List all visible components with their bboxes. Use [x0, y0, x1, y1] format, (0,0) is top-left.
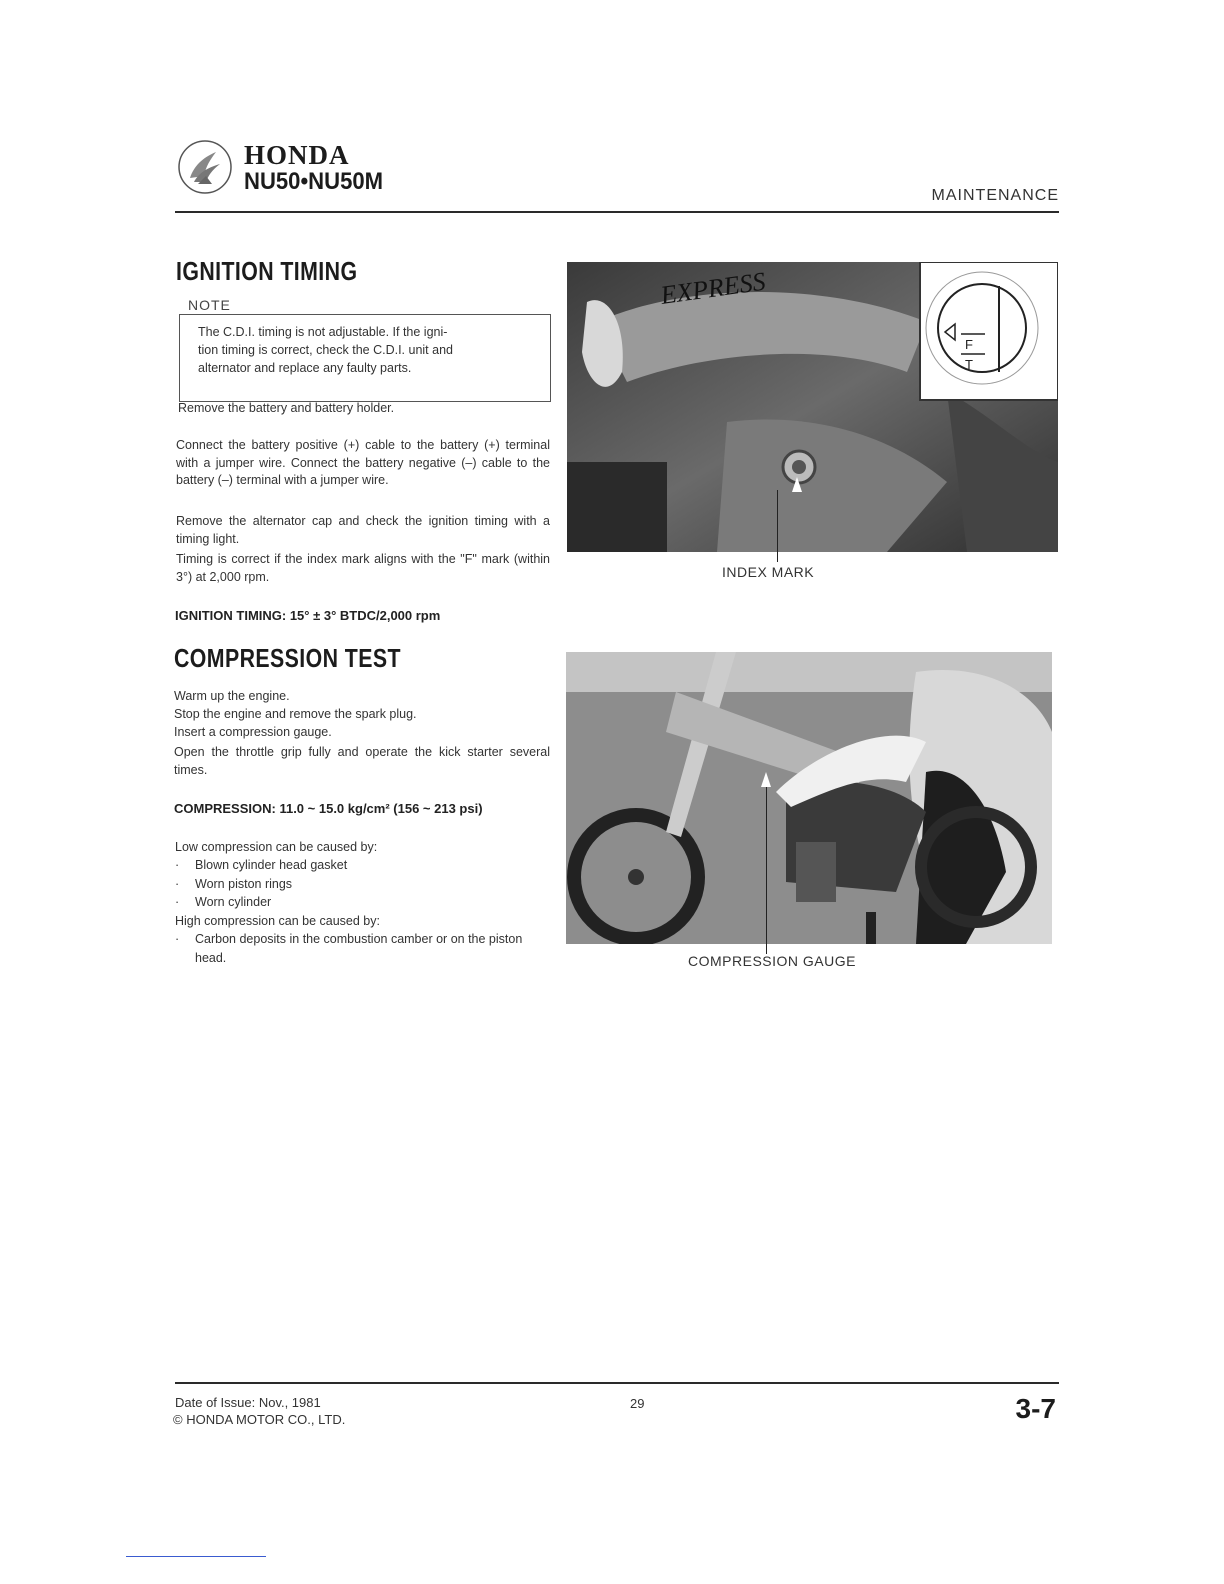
list-item: · Worn cylinder [175, 895, 272, 909]
list-item: · Carbon deposits in the combustion camber or on the piston head. [175, 932, 523, 965]
note-line: The C.D.I. timing is not adjustable. If the igni- [198, 325, 448, 339]
compression-step: Warm up the engine. [174, 689, 290, 703]
ignition-paragraph: Connect the battery positive (+) cable to the battery (+) terminal with a jumper wire. Connect the battery negative (–) cable to the battery (–) terminal with a jumper wire. [176, 438, 550, 487]
ignition-timing-spec: IGNITION TIMING: 15° ± 3° BTDC/2,000 rpm [175, 608, 441, 623]
index-mark-leader-line [777, 490, 778, 562]
ignition-paragraph: Timing is correct if the index mark aligns with the "F" mark (within 3°) at 2,000 rpm. [176, 552, 550, 584]
section-title: MAINTENANCE [931, 187, 1059, 204]
honda-wing-logo [176, 138, 234, 196]
bottom-underline-link[interactable] [126, 1556, 266, 1557]
page-number: 29 [630, 1396, 645, 1411]
list-item: · Worn piston rings [175, 877, 293, 891]
ignition-timing-photo [567, 262, 1058, 552]
express-decal: EXPRESS [658, 266, 768, 310]
compression-step: Stop the engine and remove the spark plug. [174, 707, 417, 721]
note-label: NOTE [188, 297, 231, 313]
ignition-paragraph: Remove the battery and battery holder. [178, 401, 395, 415]
brand-name: HONDA [244, 140, 350, 170]
compression-gauge-leader-line [766, 787, 767, 954]
low-compression-label: Low compression can be caused by: [175, 840, 378, 854]
copyright: © HONDA MOTOR CO., LTD. [173, 1412, 346, 1427]
high-compression-label: High compression can be caused by: [175, 914, 380, 928]
note-line: tion timing is correct, check the C.D.I. unit and [198, 343, 453, 357]
header-rule [175, 211, 1059, 213]
inset-f-mark: F [965, 337, 973, 352]
index-mark-caption: INDEX MARK [722, 564, 815, 580]
compression-gauge-caption: COMPRESSION GAUGE [688, 953, 856, 969]
issue-date: Date of Issue: Nov., 1981 [175, 1395, 321, 1410]
ignition-timing-heading: IGNITION TIMING [176, 256, 358, 286]
compression-test-heading: COMPRESSION TEST [174, 643, 401, 673]
inset-t-mark: T [965, 357, 973, 372]
section-page-number: 3-7 [1015, 1393, 1056, 1424]
note-line: alternator and replace any faulty parts. [198, 361, 412, 375]
compression-gauge-photo [566, 652, 1052, 944]
note-box [179, 314, 551, 402]
list-item: · Blown cylinder head gasket [175, 858, 348, 872]
ignition-paragraph: Remove the alternator cap and check the ignition timing with a timing light. [176, 514, 550, 546]
compression-step: Open the throttle grip fully and operate the kick starter several times. [174, 745, 550, 777]
compression-step: Insert a compression gauge. [174, 725, 332, 739]
model-name: NU50•NU50M [244, 168, 384, 195]
footer-rule [175, 1382, 1059, 1384]
compression-spec: COMPRESSION: 11.0 ~ 15.0 kg/cm² (156 ~ 213 psi) [174, 801, 483, 816]
